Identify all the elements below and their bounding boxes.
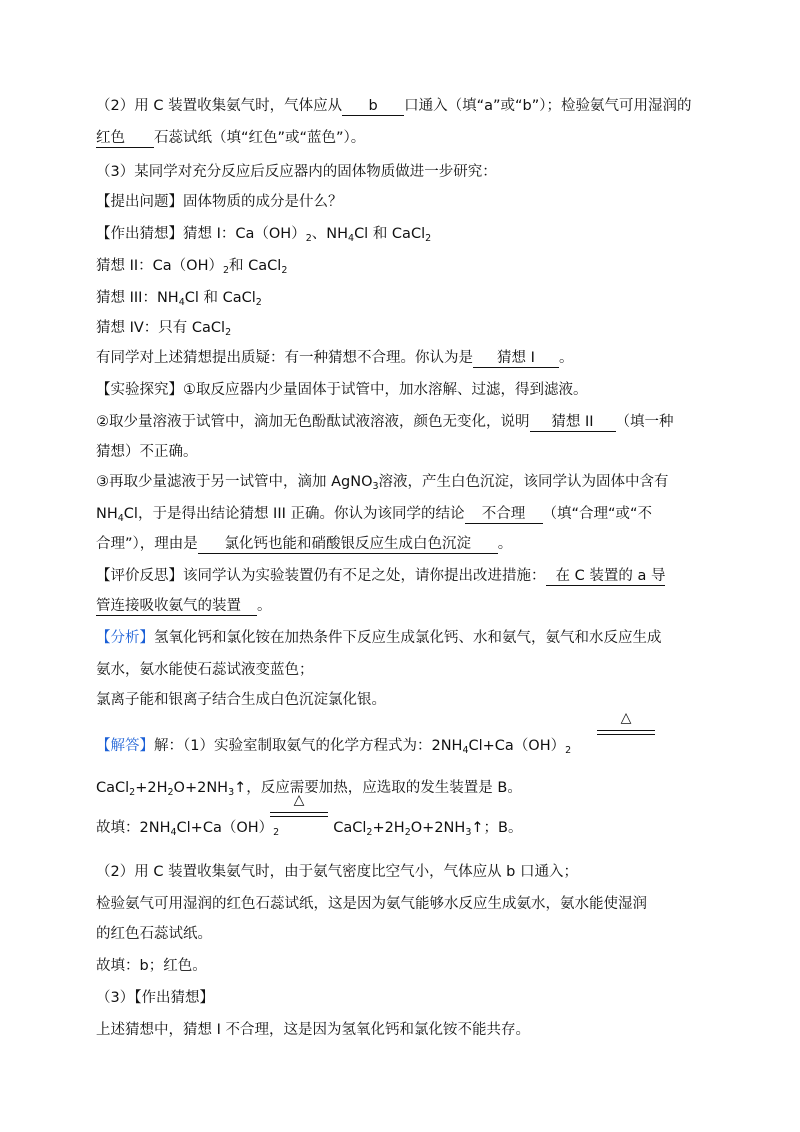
solution-line-1 [96,736,710,758]
text: CaCl [333,820,367,836]
text: CaCl [96,780,130,796]
analysis-line-3: 氯离子能和银离子结合生成白色沉淀氯化银。 [96,692,386,708]
subscript: 2 [225,327,232,338]
subscript: 2 [366,827,373,838]
analysis-tag: 【分析】 [96,630,154,646]
doubt-line [96,348,710,370]
experiment-step-2 [96,412,710,434]
subscript: 2 [167,787,174,798]
text: +2H [372,820,405,836]
subscript: 2 [565,745,572,756]
solution-line-3 [96,818,710,840]
text: ③再取少量滤液于另一试管中，滴加 AgNO [96,474,373,490]
subscript: 4 [348,233,355,244]
evaluation-line-1 [96,566,710,588]
solution-line-5: 检验氨气可用湿润的红色石蕊试纸，这是因为氨气能够水反应生成氨水，氨水能使湿润 [96,896,647,912]
answer-blank-port: b [342,97,404,116]
text: 猜想 II：Ca（OH） [96,258,223,274]
equals-bar [270,816,328,817]
text: 口通入（填“a”或“b”）；检验氨气可用湿润的 [404,98,692,114]
experiment-step-1: 【实验探究】①取反应器内少量固体于试管中，加水溶解、过滤，得到滤液。 [96,382,588,398]
text: 故填：2NH [96,820,171,836]
equals-bar [270,812,328,813]
text: （2）用 C 装置收集氨气时，气体应从 [96,98,343,114]
text: 解：（1）实验室制取氨气的化学方程式为：2NH [154,738,463,754]
subscript: 2 [404,827,411,838]
text: Cl+Ca（OH） [468,738,566,754]
text: 【作出猜想】猜想 I：Ca（OH） [96,226,306,242]
answer-blank-color: 红色 [96,129,154,148]
subscript: 4 [178,297,185,308]
answer-blank-reason: 氯化钙也能和硝酸银反应生成白色沉淀 [198,535,498,554]
answer-blank-eval-1: 在 C 装置的 a 导 [546,567,666,586]
text: 溶液，产生白色沉淀，该同学认为固体中含有 [378,474,669,490]
answer-blank-exp2: 猜想 II [530,413,616,432]
experiment-step-3-cont [96,504,710,526]
hypothesis-1 [96,224,710,246]
solution-line-4: （2）用 C 装置收集氨气时，由于氨气密度比空气小，气体应从 b 口通入； [96,864,578,880]
solution-line-7: 故填：b；红色。 [96,958,207,974]
subscript: 2 [425,233,432,244]
answer-blank-exp3: 不合理 [465,505,543,524]
text: O+2NH [410,820,466,836]
text: 和 CaCl [229,258,282,274]
text: Cl+Ca（OH） [176,820,274,836]
text: NH [96,506,118,522]
subscript: 4 [117,513,124,524]
text: 氢氧化钙和氯化铵在加热条件下反应生成氯化钙、水和氨气，氨气和水反应生成 [154,630,662,646]
subscript: 2 [281,265,288,276]
subscript: 2 [273,827,280,838]
hypothesis-3 [96,288,710,310]
solution-line-8: （3）【作出猜想】 [96,990,214,1006]
subscript: 4 [462,745,469,756]
subscript: 2 [255,297,262,308]
solution-line-2 [96,778,710,800]
solution-tag: 【解答】 [96,738,154,754]
heating-condition-2 [270,794,328,820]
subscript: 3 [228,787,235,798]
experiment-step-3 [96,472,710,494]
solution-line-9: 上述猜想中，猜想 I 不合理，这是因为氢氧化钙和氯化铵不能共存。 [96,1022,530,1038]
hypothesis-2 [96,256,710,278]
evaluation-line-2 [96,596,710,618]
text: 。 [497,536,513,552]
delta-icon: △ [620,710,632,726]
text: Cl 和 CaCl [354,226,426,242]
text: Cl，于是得出结论猜想 III 正确。你认为该同学的结论 [123,506,465,522]
text: 【评价反思】该同学认为实验装置仍有不足之处，请你提出改进措施： [96,568,546,584]
text: （填一种 [615,414,674,430]
text: +2H [135,780,168,796]
q3-intro: （3）某同学对充分反应后反应器内的固体物质做进一步研究： [96,164,497,180]
text: 猜想 IV：只有 CaCl [96,320,226,336]
text: ↑；B。 [471,820,523,836]
q3-problem: 【提出问题】固体物质的成分是什么？ [96,194,343,210]
text: ②取少量溶液于试管中，滴加无色酚酞试液溶液，颜色无变化，说明 [96,414,530,430]
text: ↑，反应需要加热，应选取的发生装置是 B。 [234,780,522,796]
equals-bar [597,734,655,735]
analysis-line-2: 氨水，氨水能使石蕊试液变蓝色； [96,662,314,678]
text: 猜想 III：NH [96,290,179,306]
solution-line-6: 的红色石蕊试纸。 [96,926,212,942]
subscript: 2 [223,265,230,276]
text: 石蕊试纸（填“红色”或“蓝色”）。 [154,130,366,146]
answer-blank-doubt: 猜想 I [473,349,559,368]
hypothesis-4 [96,318,710,340]
subscript: 2 [129,787,136,798]
analysis-line-1 [96,628,710,650]
text: 、NH [311,226,349,242]
equals-bar [597,730,655,731]
answer-blank-eval-2: 管连接吸收氨气的装置 [96,597,257,616]
delta-icon: △ [293,792,305,808]
subscript: 3 [372,481,379,492]
heating-condition-1 [597,712,655,738]
text: 合理”），理由是 [96,536,198,552]
text: O+2NH [173,780,229,796]
q2-line-1 [96,96,710,118]
text: Cl 和 CaCl [184,290,256,306]
text: （填“合理“或“不 [542,506,653,522]
subscript: 2 [305,233,312,244]
subscript: 3 [465,827,472,838]
q2-line-2 [96,128,710,150]
text: 有同学对上述猜想提出质疑：有一种猜想不合理。你认为是 [96,350,473,366]
text: 。 [559,350,574,366]
subscript: 4 [170,827,177,838]
text: 。 [257,598,272,614]
experiment-step-2-cont: 猜想）不正确。 [96,444,198,460]
experiment-step-3-reason [96,534,710,556]
